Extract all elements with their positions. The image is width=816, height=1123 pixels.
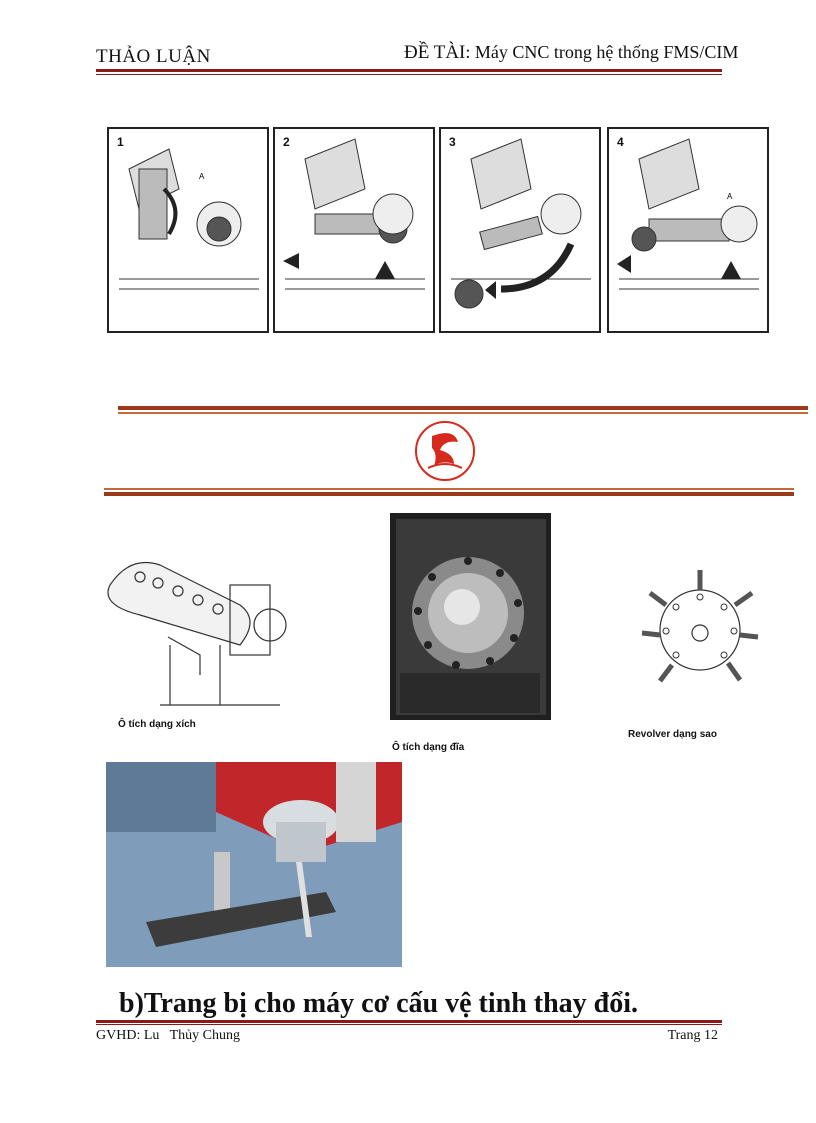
svg-text:A: A — [199, 172, 205, 181]
footer-instructor: GVHD: Lu Thủy Chung — [96, 1028, 241, 1043]
chain-magazine-label: Ô tích dạng xích — [118, 719, 196, 730]
tool-change-step-4 — [607, 127, 769, 333]
header-topic-prefix: ĐỀ TÀI — [404, 42, 466, 63]
step-number: 3 — [449, 135, 456, 149]
header-topic-title: : Máy CNC trong hệ thống FMS/CIM — [465, 42, 739, 62]
chain-magazine-drawing — [100, 545, 300, 715]
footer-rule-thin — [96, 1024, 722, 1025]
disk-magazine-label: Ô tích dạng đĩa — [392, 742, 465, 753]
header-left-title: THẢO LUẬN — [96, 46, 211, 67]
header-rule — [96, 69, 722, 72]
footer-page-number: Trang 12 — [667, 1028, 718, 1043]
step-illustration — [275, 129, 433, 331]
decorative-band-top-thin — [118, 412, 808, 414]
tool-change-step-3 — [439, 127, 601, 333]
decorative-band-bottom-thin — [104, 488, 794, 490]
tool-change-step-1 — [107, 127, 269, 333]
step-number: 4 — [617, 135, 624, 149]
tool-changer-photo — [106, 762, 402, 967]
step-illustration — [609, 129, 767, 331]
footer-rule — [96, 1020, 722, 1023]
revolver-label: Revolver dạng sao — [628, 729, 717, 740]
step-illustration — [441, 129, 599, 331]
decorative-band-top — [118, 406, 808, 410]
disk-magazine-photo — [390, 513, 551, 720]
tool-change-step-2 — [273, 127, 435, 333]
step-number: 1 — [117, 135, 124, 149]
revolver-star-drawing — [640, 565, 760, 695]
step-illustration — [109, 129, 267, 331]
school-logo — [414, 420, 476, 482]
header-topic — [404, 42, 738, 64]
section-heading: b)Trang bị cho máy cơ cấu vệ tinh thay đổi. — [119, 988, 639, 1019]
step-number: 2 — [283, 135, 290, 149]
header-rule-thin — [96, 74, 722, 75]
svg-text:A: A — [727, 192, 733, 201]
decorative-band-bottom — [104, 492, 794, 496]
